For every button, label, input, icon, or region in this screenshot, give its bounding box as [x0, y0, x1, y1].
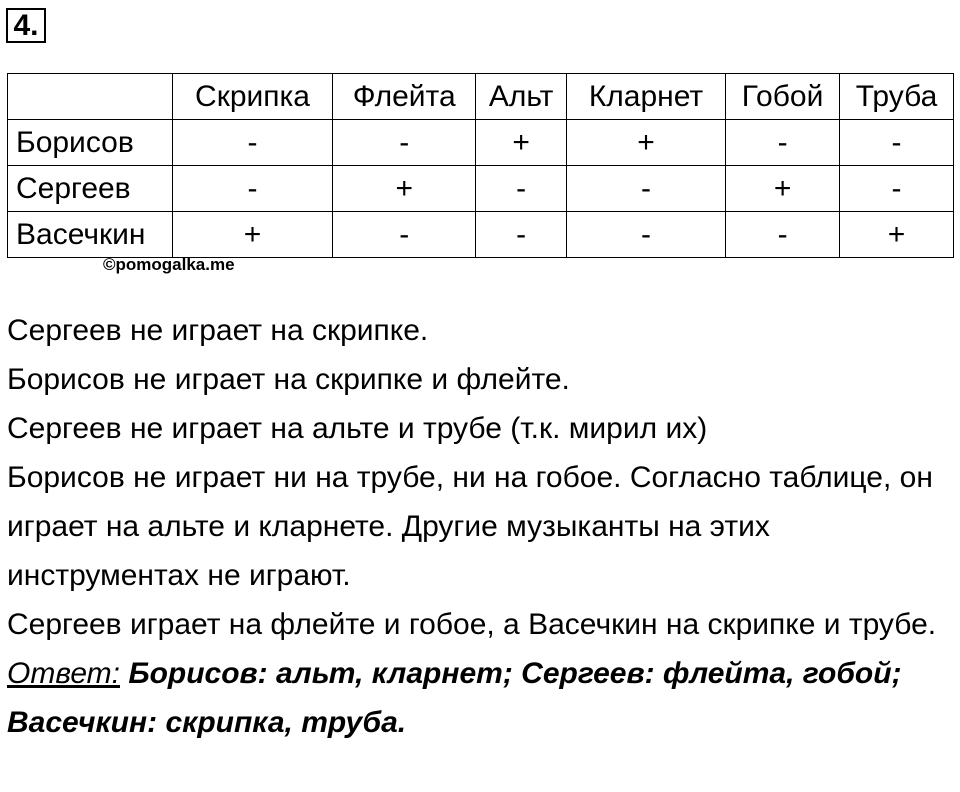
task-number: 4.: [6, 8, 46, 43]
table-cell: -: [840, 166, 954, 212]
table-cell: -: [726, 120, 840, 166]
table-cell: -: [476, 212, 566, 258]
table-corner-cell: [8, 74, 173, 120]
header-trumpet: Труба: [840, 74, 954, 120]
header-viola: Альт: [476, 74, 566, 120]
solution-line: Борисов не играет ни на трубе, ни на гобое. Согласно таблице, он играет на альте и кларнете. Другие музыканты на этих инструментах не играют.: [7, 461, 933, 592]
table-cell: +: [566, 120, 725, 166]
header-clarinet: Кларнет: [566, 74, 725, 120]
solution-line: Борисов не играет на скрипке и флейте.: [7, 363, 570, 396]
table-row: [8, 212, 954, 258]
table-cell: -: [726, 212, 840, 258]
table-cell: +: [173, 212, 333, 258]
table-header-row: [8, 74, 954, 120]
header-violin: Скрипка: [173, 74, 333, 120]
table-cell: -: [333, 120, 476, 166]
table-cell: +: [476, 120, 566, 166]
table-cell: -: [566, 212, 725, 258]
row-name: Борисов: [8, 120, 173, 166]
table-cell: -: [333, 212, 476, 258]
watermark: ©pomogalka.me: [103, 255, 235, 274]
table-cell: -: [476, 166, 566, 212]
table-cell: +: [726, 166, 840, 212]
instrument-table: [7, 73, 954, 258]
answer-text: Борисов: альт, кларнет; Сергеев: флейта, гобой; Васечкин: скрипка, труба.: [7, 657, 902, 739]
solution-text: [7, 306, 955, 747]
table-cell: -: [566, 166, 725, 212]
solution-line: Сергеев не играет на альте и трубе (т.к. мирил их): [7, 412, 708, 445]
table-cell: -: [840, 120, 954, 166]
table-row: [8, 120, 954, 166]
row-name: Сергеев: [8, 166, 173, 212]
solution-line: Сергеев не играет на скрипке.: [7, 314, 429, 347]
header-oboe: Гобой: [726, 74, 840, 120]
solution-line: Сергеев играет на флейте и гобое, а Васечкин на скрипке и трубе.: [7, 608, 937, 641]
answer-line: [7, 649, 955, 747]
table-row: [8, 166, 954, 212]
answer-label: Ответ:: [7, 657, 120, 690]
table-cell: -: [173, 166, 333, 212]
header-flute: Флейта: [333, 74, 476, 120]
table-cell: +: [840, 212, 954, 258]
table-cell: -: [173, 120, 333, 166]
table-cell: +: [333, 166, 476, 212]
row-name: Васечкин: [8, 212, 173, 258]
